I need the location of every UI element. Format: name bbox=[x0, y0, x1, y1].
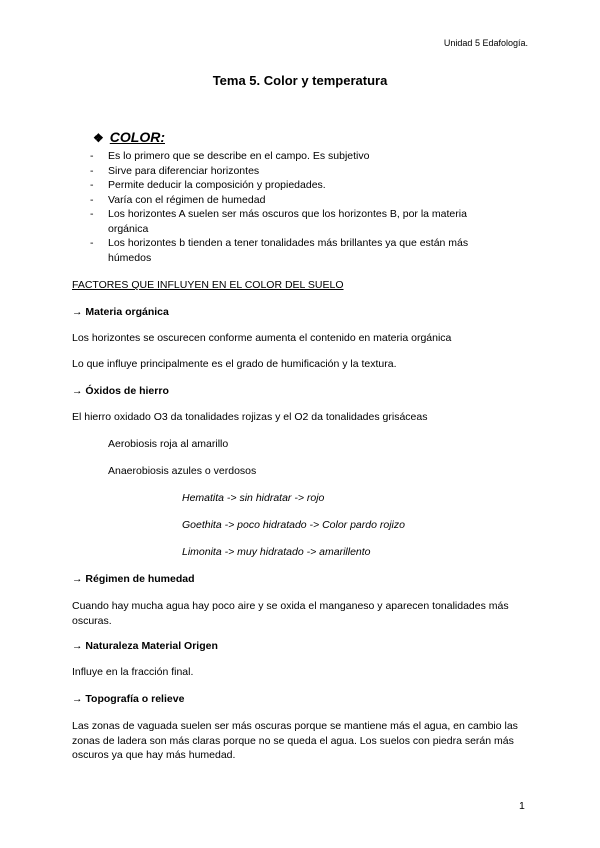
mineral-hematita: Hematita -> sin hidratar -> rojo bbox=[182, 492, 325, 504]
factors-heading: FACTORES QUE INFLUYEN EN EL COLOR DEL SUELO bbox=[72, 279, 344, 291]
page-header: Unidad 5 Edafología. bbox=[443, 38, 528, 48]
materia-paragraph-1: Los horizontes se oscurecen conforme aumenta el contenido en materia orgánica bbox=[72, 332, 452, 344]
topografia-paragraph: Las zonas de vaguada suelen ser más oscuras porque se mantiene más el agua, en cambio las zonas de ladera son más claras porque no se queda el agua. Los suelos con piedra serán más oscuros ya que hay más humedad. bbox=[72, 720, 518, 761]
materia-paragraph-2: Lo que influye principalmente es el grado de humificación y la textura. bbox=[72, 358, 397, 370]
regimen-humedad-heading: → Régimen de humedad bbox=[72, 573, 195, 585]
mineral-goethita: Goethita -> poco hidratado -> Color pardo rojizo bbox=[182, 519, 405, 531]
regimen-paragraph: Cuando hay mucha agua hay poco aire y se oxida el manganeso y aparecen tonalidades más oscuras. bbox=[72, 600, 509, 627]
page-number: 1 bbox=[519, 800, 525, 812]
list-item: - Los horizontes b tienden a tener tonalidades más brillantes ya que están más húmedos bbox=[90, 236, 510, 265]
topografia-heading: → Topografía o relieve bbox=[72, 693, 185, 705]
list-item: - Sirve para diferenciar horizontes bbox=[90, 164, 510, 179]
color-bullet-list bbox=[90, 149, 510, 265]
naturaleza-heading: → Naturaleza Material Origen bbox=[72, 640, 218, 652]
color-heading-text: COLOR: bbox=[109, 129, 165, 145]
materia-organica-heading: → Materia orgánica bbox=[72, 306, 169, 318]
list-item: - Permite deducir la composición y propiedades. bbox=[90, 178, 510, 193]
list-item: - Varía con el régimen de humedad bbox=[90, 193, 510, 208]
oxidos-paragraph: El hierro oxidado O3 da tonalidades rojizas y el O2 da tonalidades grisáceas bbox=[72, 411, 428, 423]
page-title: Tema 5. Color y temperatura bbox=[212, 73, 388, 88]
naturaleza-paragraph: Influye en la fracción final. bbox=[72, 666, 194, 678]
list-item: - Los horizontes A suelen ser más oscuros que los horizontes B, por la materia orgánica bbox=[90, 207, 510, 236]
aerobiosis-line: Aerobiosis roja al amarillo bbox=[108, 438, 229, 450]
diamond-bullet-icon: ❖ bbox=[93, 131, 104, 145]
mineral-limonita: Limonita -> muy hidratado -> amarillento bbox=[182, 546, 371, 558]
anaerobiosis-line: Anaerobiosis azules o verdosos bbox=[108, 465, 257, 477]
list-item: - Es lo primero que se describe en el campo. Es subjetivo bbox=[90, 149, 510, 164]
oxidos-heading: → Óxidos de hierro bbox=[72, 385, 169, 397]
color-heading bbox=[93, 129, 165, 145]
